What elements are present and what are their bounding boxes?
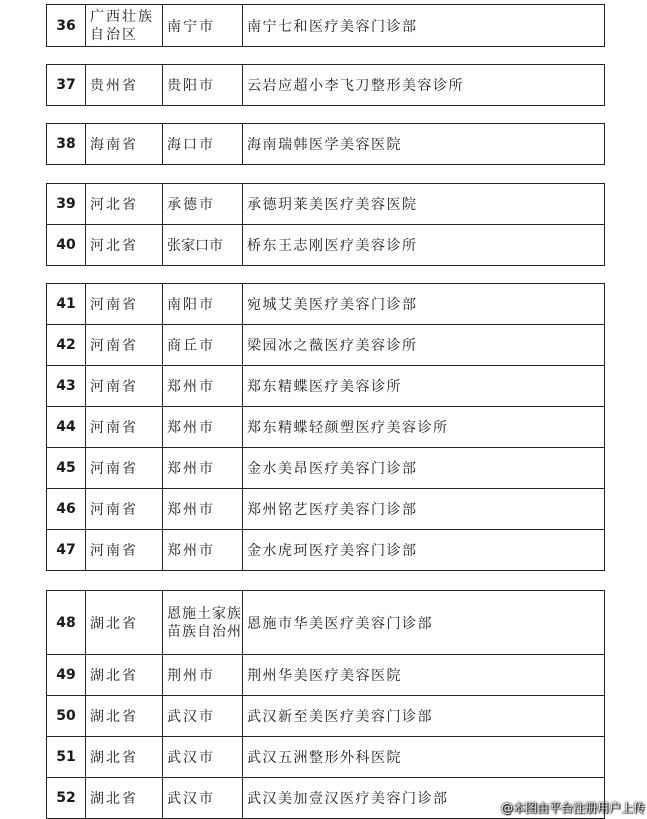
- city-cell: 郑州市: [163, 407, 243, 448]
- institution-name-cell: 云岩应超小李飞刀整形美容诊所: [243, 65, 605, 106]
- table-row: [47, 184, 605, 225]
- institution-name-cell: 武汉新至美医疗美容门诊部: [243, 696, 605, 737]
- row-number: 36: [47, 5, 86, 47]
- province-cell: 湖北省: [86, 737, 163, 778]
- table-group-hebei: [46, 183, 605, 266]
- table-group-hainan: [46, 123, 605, 165]
- table-row: [47, 65, 605, 106]
- city-cell: 海口市: [163, 124, 243, 165]
- row-number: 37: [47, 65, 86, 106]
- city-cell: 恩施土家族苗族自治州: [163, 591, 243, 655]
- row-number: 39: [47, 184, 86, 225]
- row-number: 51: [47, 737, 86, 778]
- row-number: 52: [47, 778, 86, 819]
- table-row: [47, 124, 605, 165]
- city-cell: 荆州市: [163, 655, 243, 696]
- province-cell: 河南省: [86, 489, 163, 530]
- row-number: 49: [47, 655, 86, 696]
- institution-name-cell: 武汉美加壹汉医疗美容门诊部: [243, 778, 605, 819]
- city-cell: 承德市: [163, 184, 243, 225]
- table-row: [47, 448, 605, 489]
- province-cell: 海南省: [86, 124, 163, 165]
- institution-name-cell: 郑东精蝶轻颜塑医疗美容诊所: [243, 407, 605, 448]
- table-row: [47, 696, 605, 737]
- row-number: 40: [47, 225, 86, 266]
- province-cell: 湖北省: [86, 655, 163, 696]
- table-row: [47, 530, 605, 571]
- row-number: 50: [47, 696, 86, 737]
- row-number: 42: [47, 325, 86, 366]
- city-cell: 武汉市: [163, 778, 243, 819]
- watermark-text: @本图由平台注册用户上传: [500, 801, 645, 815]
- province-cell: 河北省: [86, 225, 163, 266]
- row-number: 38: [47, 124, 86, 165]
- institution-name-cell: 宛城艾美医疗美容门诊部: [243, 284, 605, 325]
- institution-name-cell: 荆州华美医疗美容医院: [243, 655, 605, 696]
- row-number: 46: [47, 489, 86, 530]
- table-row: [47, 5, 605, 47]
- city-cell: 武汉市: [163, 696, 243, 737]
- city-cell: 张家口市: [163, 225, 243, 266]
- province-cell: 河南省: [86, 325, 163, 366]
- institution-name-cell: 武汉五洲整形外科医院: [243, 737, 605, 778]
- institution-name-cell: 梁园冰之薇医疗美容诊所: [243, 325, 605, 366]
- table-group-hubei: [46, 590, 605, 819]
- city-cell: 贵阳市: [163, 65, 243, 106]
- institution-name-cell: 恩施市华美医疗美容门诊部: [243, 591, 605, 655]
- row-number: 47: [47, 530, 86, 571]
- institution-name-cell: 承德玥莱美医疗美容医院: [243, 184, 605, 225]
- row-number: 45: [47, 448, 86, 489]
- city-cell: 商丘市: [163, 325, 243, 366]
- institution-name-cell: 南宁七和医疗美容门诊部: [243, 5, 605, 47]
- province-cell: 河南省: [86, 284, 163, 325]
- row-number: 48: [47, 591, 86, 655]
- province-cell: 河南省: [86, 407, 163, 448]
- table-row: [47, 655, 605, 696]
- table-row: [47, 737, 605, 778]
- table-group-henan: [46, 283, 605, 571]
- table-group-guizhou: [46, 64, 605, 106]
- city-cell: 郑州市: [163, 530, 243, 571]
- institution-name-cell: 金水虎珂医疗美容门诊部: [243, 530, 605, 571]
- province-cell: 湖北省: [86, 778, 163, 819]
- city-cell: 南宁市: [163, 5, 243, 47]
- province-cell: 河南省: [86, 366, 163, 407]
- province-cell: 广西壮族自治区: [86, 5, 163, 47]
- province-cell: 河南省: [86, 530, 163, 571]
- table-row: [47, 591, 605, 655]
- row-number: 43: [47, 366, 86, 407]
- table-row: [47, 489, 605, 530]
- institution-name-cell: 郑东精蝶医疗美容诊所: [243, 366, 605, 407]
- city-cell: 郑州市: [163, 489, 243, 530]
- city-cell: 郑州市: [163, 448, 243, 489]
- city-cell: 南阳市: [163, 284, 243, 325]
- table-row: [47, 284, 605, 325]
- institution-name-cell: 郑州铭艺医疗美容门诊部: [243, 489, 605, 530]
- province-cell: 河南省: [86, 448, 163, 489]
- row-number: 44: [47, 407, 86, 448]
- province-cell: 湖北省: [86, 696, 163, 737]
- row-number: 41: [47, 284, 86, 325]
- province-cell: 贵州省: [86, 65, 163, 106]
- province-cell: 河北省: [86, 184, 163, 225]
- city-cell: 郑州市: [163, 366, 243, 407]
- province-cell: 湖北省: [86, 591, 163, 655]
- city-cell: 武汉市: [163, 737, 243, 778]
- table-group-guangxi: [46, 4, 605, 47]
- table-row: [47, 225, 605, 266]
- table-row: [47, 407, 605, 448]
- institution-name-cell: 金水美昂医疗美容门诊部: [243, 448, 605, 489]
- table-row: [47, 366, 605, 407]
- institution-name-cell: 海南瑞韩医学美容医院: [243, 124, 605, 165]
- institution-name-cell: 桥东王志刚医疗美容诊所: [243, 225, 605, 266]
- table-row: [47, 325, 605, 366]
